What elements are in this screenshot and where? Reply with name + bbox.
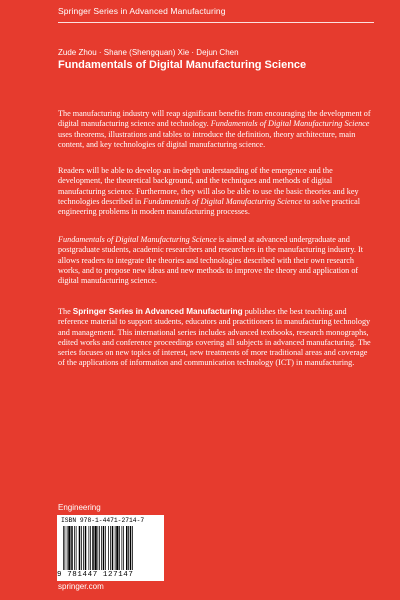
isbn-digits: 9 781447 127147 xyxy=(57,571,134,579)
blurb-paragraph-1 xyxy=(58,109,376,150)
barcode-panel xyxy=(57,515,164,581)
blurb-book-title: Fundamentals of Digital Manufacturing Science xyxy=(210,119,370,129)
subject-category: Engineering xyxy=(58,503,101,512)
blurb-series-name: Springer Series in Advanced Manufacturing xyxy=(72,307,243,316)
blurb-book-title: Fundamentals of Digital Manufacturing Science xyxy=(143,196,302,206)
blurb-text: Readers will be able to develop an in-depth understanding of the emergence and the development, the theoretical background, and the techniques and methods of digital manufacturing science. Furthermore, they will also be able to use the basic theories and key technologies described in xyxy=(58,166,359,206)
barcode-icon xyxy=(63,526,159,570)
author-line: Zude Zhou · Shane (Shengquan) Xie · Dejun Chen xyxy=(58,48,239,57)
blurb-paragraph-2 xyxy=(58,166,376,217)
blurb-book-title: Fundamentals of Digital Manufacturing Science xyxy=(58,235,217,244)
blurb-text: is aimed at advanced undergraduate and postgraduate students, academic researchers and researchers in the manufacturing industry. It allows readers to integrate the theories and technologies described with their own research works, and to propose new ideas and new methods to improve the theory and application of digital manufacturing science. xyxy=(58,235,364,286)
blurb-paragraph-4 xyxy=(58,307,376,369)
blurb-text: to solve practical engineering problems in modern manufacturing processes. xyxy=(58,196,360,217)
isbn-label: ISBN 978-1-4471-2714-7 xyxy=(61,517,145,524)
blurb-text: uses theorems, illustrations and tables to introduce the definition, theory architecture, main content, and key technologies of digital manufacturing science. xyxy=(58,129,356,149)
blurb-text: The xyxy=(58,307,73,316)
header-rule xyxy=(58,22,374,23)
series-name: Springer Series in Advanced Manufacturing xyxy=(58,6,226,16)
publisher-url: springer.com xyxy=(58,582,104,591)
blurb-paragraph-3 xyxy=(58,235,376,286)
blurb-text: The manufacturing industry will reap significant benefits from encouraging the development of digital manufacturing science and technology. xyxy=(58,109,371,129)
blurb-text: publishes the best teaching and reference material to support students, educators and practitioners in manufacturing technology and management. This international series includes advanced textbooks, research monographs, edited works and conference proceedings covering all subjects in advanced manufacturing. The series focuses on new topics of interest, new treatments of more traditional areas and coverage of the applications of information and communication technology (ICT) in manufacturing. xyxy=(58,307,371,368)
book-title: Fundamentals of Digital Manufacturing Science xyxy=(58,59,307,71)
